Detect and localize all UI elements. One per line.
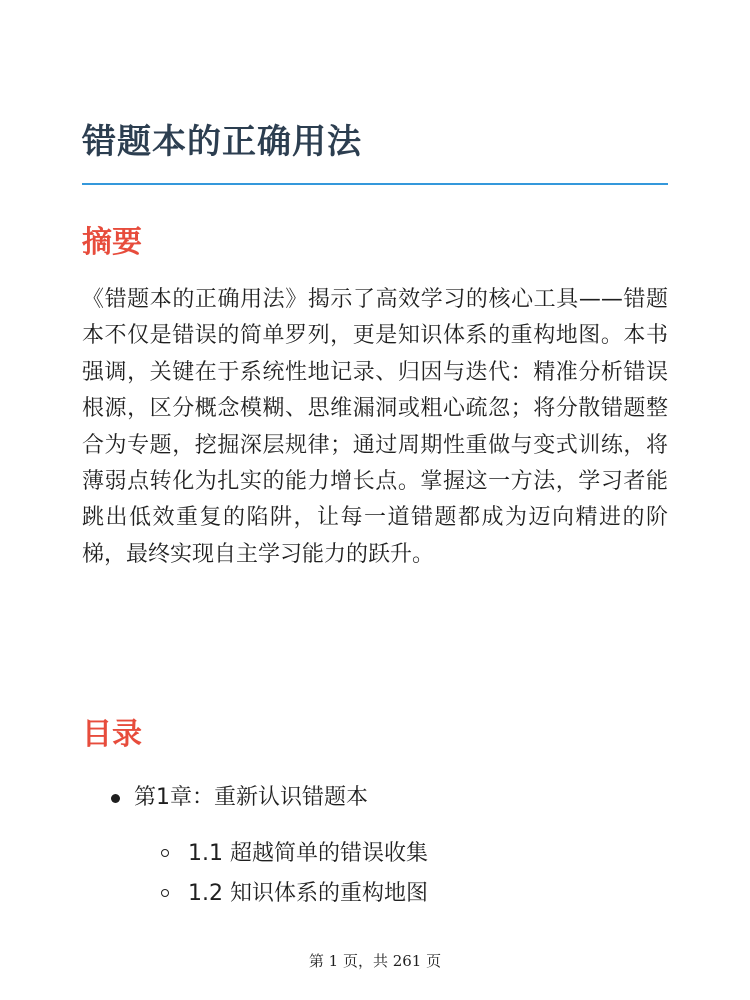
title-divider xyxy=(82,183,668,185)
toc-chapter-1[interactable] xyxy=(82,778,668,914)
document-page xyxy=(82,0,668,1000)
toc-section-label: 1.1 超越简单的错误收集 xyxy=(188,841,428,866)
toc-sublist xyxy=(134,834,668,914)
bullet-disc-icon xyxy=(111,794,120,803)
toc-list xyxy=(82,778,668,914)
bullet-circle-icon xyxy=(161,889,169,897)
bullet-circle-icon xyxy=(161,849,169,857)
toc-section-1-1[interactable] xyxy=(134,834,668,874)
toc-heading: 目录 xyxy=(82,717,142,752)
toc-section-label: 1.2 知识体系的重构地图 xyxy=(188,881,428,906)
abstract-body: 《错题本的正确用法》揭示了高效学习的核心工具——错题本不仅是错误的简单罗列，更是知识体系的重构地图。本书强调，关键在于系统性地记录、归因与迭代：精准分析错误根源，区分概念模糊、思维漏洞或粗心疏忽；将分散错题整合为专题，挖掘深层规律；通过周期性重做与变式训练，将薄弱点转化为扎实的能力增长点。掌握这一方法，学习者能跳出低效重复的陷阱，让每一道错题都成为迈向精进的阶梯，最终实现自主学习能力的跃升。 xyxy=(82,287,668,567)
document-title: 错题本的正确用法 xyxy=(82,122,362,162)
page-footer: 第 1 页，共 261 页 xyxy=(308,952,442,970)
toc-section-1-2[interactable] xyxy=(134,874,668,914)
abstract-heading: 摘要 xyxy=(82,225,142,260)
toc-chapter-label: 第1章：重新认识错题本 xyxy=(134,785,368,810)
